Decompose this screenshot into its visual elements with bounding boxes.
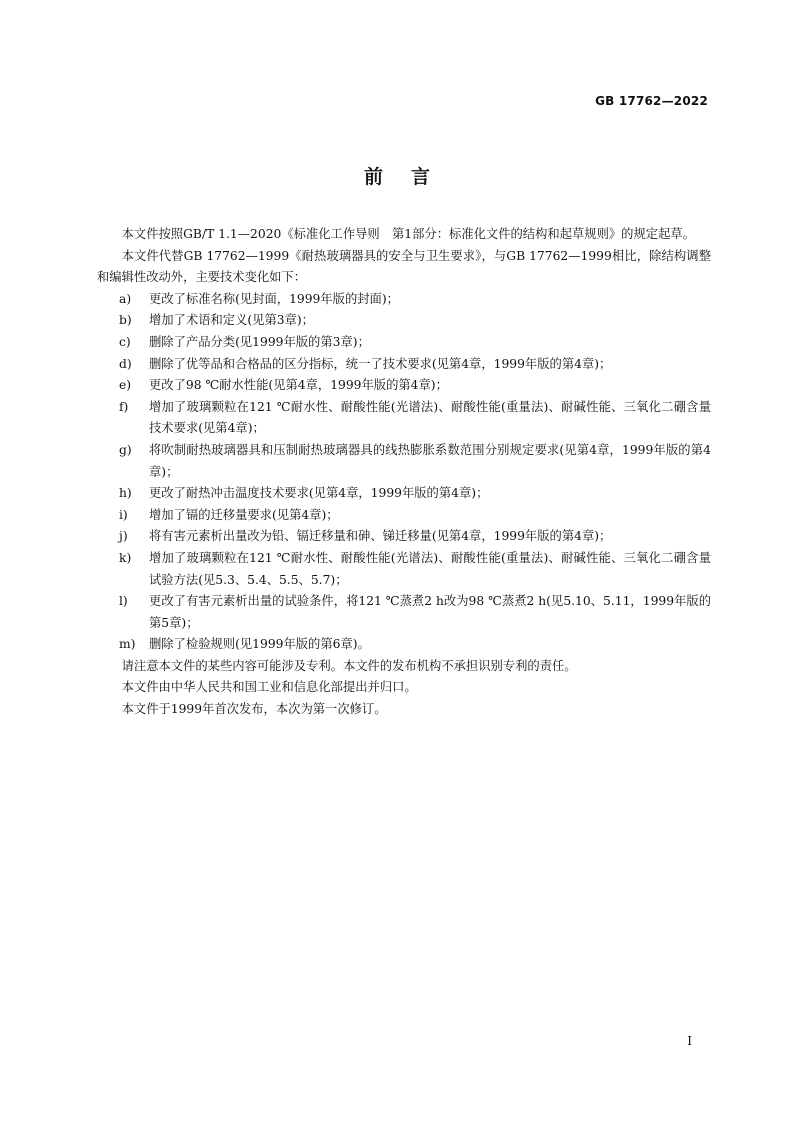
list-item	[97, 440, 711, 483]
list-item-text: 更改了98 ℃耐水性能(见第4章，1999年版的第4章)；	[149, 378, 448, 393]
list-marker: a)	[119, 291, 132, 306]
list-item	[97, 634, 711, 656]
list-marker: c)	[119, 334, 131, 349]
page-title: 前言	[363, 166, 458, 188]
page-number: I	[687, 1034, 692, 1048]
list-marker: j)	[119, 529, 128, 544]
list-marker: h)	[119, 486, 132, 501]
list-item-text: 增加了镉的迁移量要求(见第4章)；	[149, 507, 339, 522]
list-item	[97, 505, 711, 527]
list-item	[97, 289, 711, 311]
list-marker: e)	[119, 378, 132, 393]
list-item	[97, 354, 711, 376]
list-item-text: 更改了标准名称(见封面，1999年版的封面)；	[149, 291, 399, 306]
list-item	[97, 548, 711, 591]
list-marker: f)	[119, 399, 129, 414]
list-item-text: 将吹制耐热玻璃器具和压制耐热玻璃器具的线热膨胀系数范围分别规定要求(见第4章，1999年版的第4章)；	[149, 442, 711, 479]
list-item	[97, 397, 711, 440]
list-item-text: 更改了有害元素析出量的试验条件，将121 ℃蒸煮2 h改为98 ℃蒸煮2 h(见5.10、5.11，1999年版的第5章)；	[149, 594, 711, 630]
closing-paragraph: 请注意本文件的某些内容可能涉及专利。本文件的发布机构不承担识别专利的责任。	[121, 658, 577, 673]
standard-code: GB 17762—2022	[595, 94, 708, 108]
list-item	[97, 591, 711, 634]
list-item	[97, 310, 711, 332]
list-item-text: 删除了检验规则(见1999年版的第6章)。	[149, 637, 370, 652]
list-item-text: 增加了玻璃颗粒在121 ℃耐水性、耐酸性能(光谱法)、耐酸性能(重量法)、耐碱性能、三氧化二硼含量试验方法(见5.3、5.4、5.5、5.7)；	[149, 550, 711, 587]
list-item-text: 更改了耐热冲击温度技术要求(见第4章，1999年版的第4章)；	[149, 486, 489, 501]
list-marker: b)	[119, 313, 132, 328]
list-item-text: 将有害元素析出量改为铅、镉迁移量和砷、锑迁移量(见第4章，1999年版的第4章)；	[149, 529, 612, 544]
list-marker: i)	[119, 507, 128, 522]
closing-paragraph: 本文件于1999年首次发布，本次为第一次修订。	[121, 702, 387, 717]
intro-paragraph: 本文件代替GB 17762—1999《耐热玻璃器具的安全与卫生要求》，与GB 17762—1999相比，除结构调整和编辑性改动外，主要技术变化如下：	[97, 248, 711, 285]
list-item	[97, 483, 711, 505]
change-list	[97, 289, 711, 656]
list-item-text: 增加了玻璃颗粒在121 ℃耐水性、耐酸性能(光谱法)、耐酸性能(重量法)、耐碱性能、三氧化二硼含量技术要求(见第4章)；	[149, 399, 711, 436]
list-item	[97, 526, 711, 548]
list-marker: m)	[119, 637, 136, 652]
list-marker: d)	[119, 356, 132, 371]
list-item	[97, 375, 711, 397]
list-marker: k)	[119, 550, 132, 565]
closing-paragraph: 本文件由中华人民共和国工业和信息化部提出并归口。	[121, 680, 417, 695]
intro-paragraph: 本文件按照GB/T 1.1—2020《标准化工作导则 第1部分：标准化文件的结构和起草规则》的规定起草。	[121, 227, 695, 241]
list-item	[97, 332, 711, 354]
list-item-text: 增加了术语和定义(见第3章)；	[149, 313, 314, 328]
list-item-text: 删除了产品分类(见1999年版的第3章)；	[149, 334, 370, 349]
foreword-body	[97, 224, 711, 721]
list-item-text: 删除了优等品和合格品的区分指标，统一了技术要求(见第4章，1999年版的第4章)；	[149, 356, 612, 371]
list-marker: l)	[119, 594, 128, 609]
list-marker: g)	[119, 442, 132, 457]
